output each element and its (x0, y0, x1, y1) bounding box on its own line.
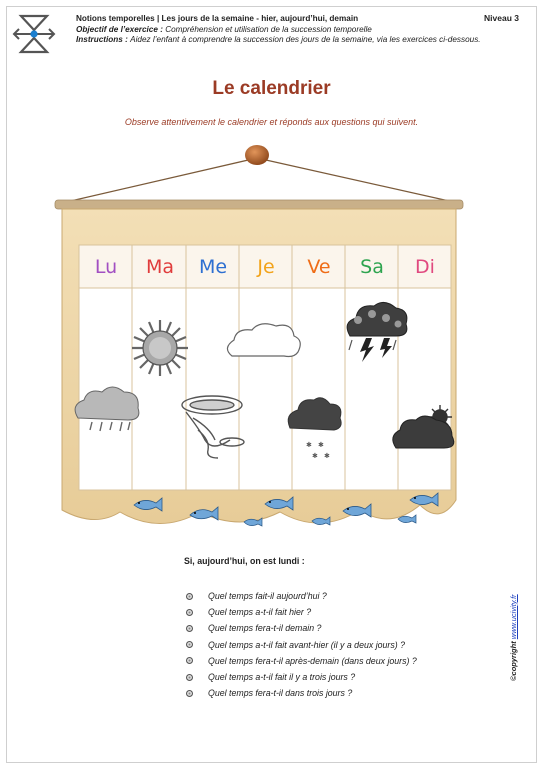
day-label-je: Je (257, 256, 275, 278)
day-label-di: Di (415, 256, 435, 278)
day-label-sa: Sa (360, 256, 384, 278)
bullet-icon (186, 593, 193, 600)
top-rod (55, 200, 463, 209)
hanging-string-left (62, 158, 257, 203)
list-item (186, 669, 417, 685)
question-text: Quel temps fera-t-il après-demain (dans deux jours) ? (208, 655, 417, 666)
question-text: Quel temps fera-t-il demain ? (208, 623, 322, 634)
svg-text:✱: ✱ (312, 452, 318, 460)
sun-icon (132, 320, 188, 376)
list-item (186, 637, 417, 653)
svg-text:✱: ✱ (324, 452, 330, 460)
questions-list (186, 588, 417, 701)
bullet-icon (186, 674, 193, 681)
question-text: Quel temps fera-t-il dans trois jours ? (208, 688, 353, 699)
questions-heading: Si, aujourd’hui, on est lundi : (184, 556, 305, 566)
svg-text:✱: ✱ (318, 441, 324, 449)
header-block (76, 14, 496, 46)
bullet-icon (186, 657, 193, 664)
objective-label: Objectif de l’exercice : (76, 24, 163, 34)
instructions-text: Aidez l’enfant à comprendre la succession des jours de la semaine, via les exercices ci-dessous. (130, 35, 481, 44)
list-item (186, 588, 417, 604)
objective-text: Compréhension et utilisation de la succession temporelle (165, 24, 372, 34)
calendar-illustration (0, 140, 543, 540)
nail-icon (245, 145, 269, 165)
page-title: Le calendrier (212, 78, 331, 99)
day-label-ma: Ma (145, 256, 175, 278)
copyright-label: ©copyright (509, 641, 518, 681)
day-label-me: Me (198, 256, 228, 278)
instructions-label: Instructions : (76, 35, 128, 44)
hanging-string-right (257, 158, 458, 203)
svg-text:✱: ✱ (306, 441, 312, 449)
day-label-lu: Lu (94, 256, 118, 278)
bullet-icon (186, 625, 193, 632)
question-text: Quel temps a-t-il fait il y a trois jours ? (208, 672, 356, 683)
question-text: Quel temps a-t-il fait avant-hier (il y a deux jours) ? (208, 639, 406, 650)
copyright-notice (509, 594, 518, 681)
list-item (186, 653, 417, 669)
topic-text: Notions temporelles | Les jours de la semaine - hier, aujourd’hui, demain (76, 14, 359, 23)
list-item (186, 604, 417, 620)
question-text: Quel temps fait-il aujourd’hui ? (208, 591, 327, 602)
bullet-icon (186, 609, 193, 616)
page-subtitle: Observe attentivement le calendrier et réponds aux questions qui suivent. (124, 117, 419, 127)
bullet-icon (186, 641, 193, 648)
list-item (186, 620, 417, 636)
day-label-ve: Ve (307, 256, 331, 278)
level-badge: Niveau 3 (484, 13, 519, 23)
question-text: Quel temps a-t-il fait hier ? (208, 607, 312, 618)
bullet-icon (186, 690, 193, 697)
copyright-link[interactable]: www.ucivity.fr (509, 594, 518, 640)
hourglass-logo-icon (12, 12, 56, 56)
list-item (186, 685, 417, 701)
